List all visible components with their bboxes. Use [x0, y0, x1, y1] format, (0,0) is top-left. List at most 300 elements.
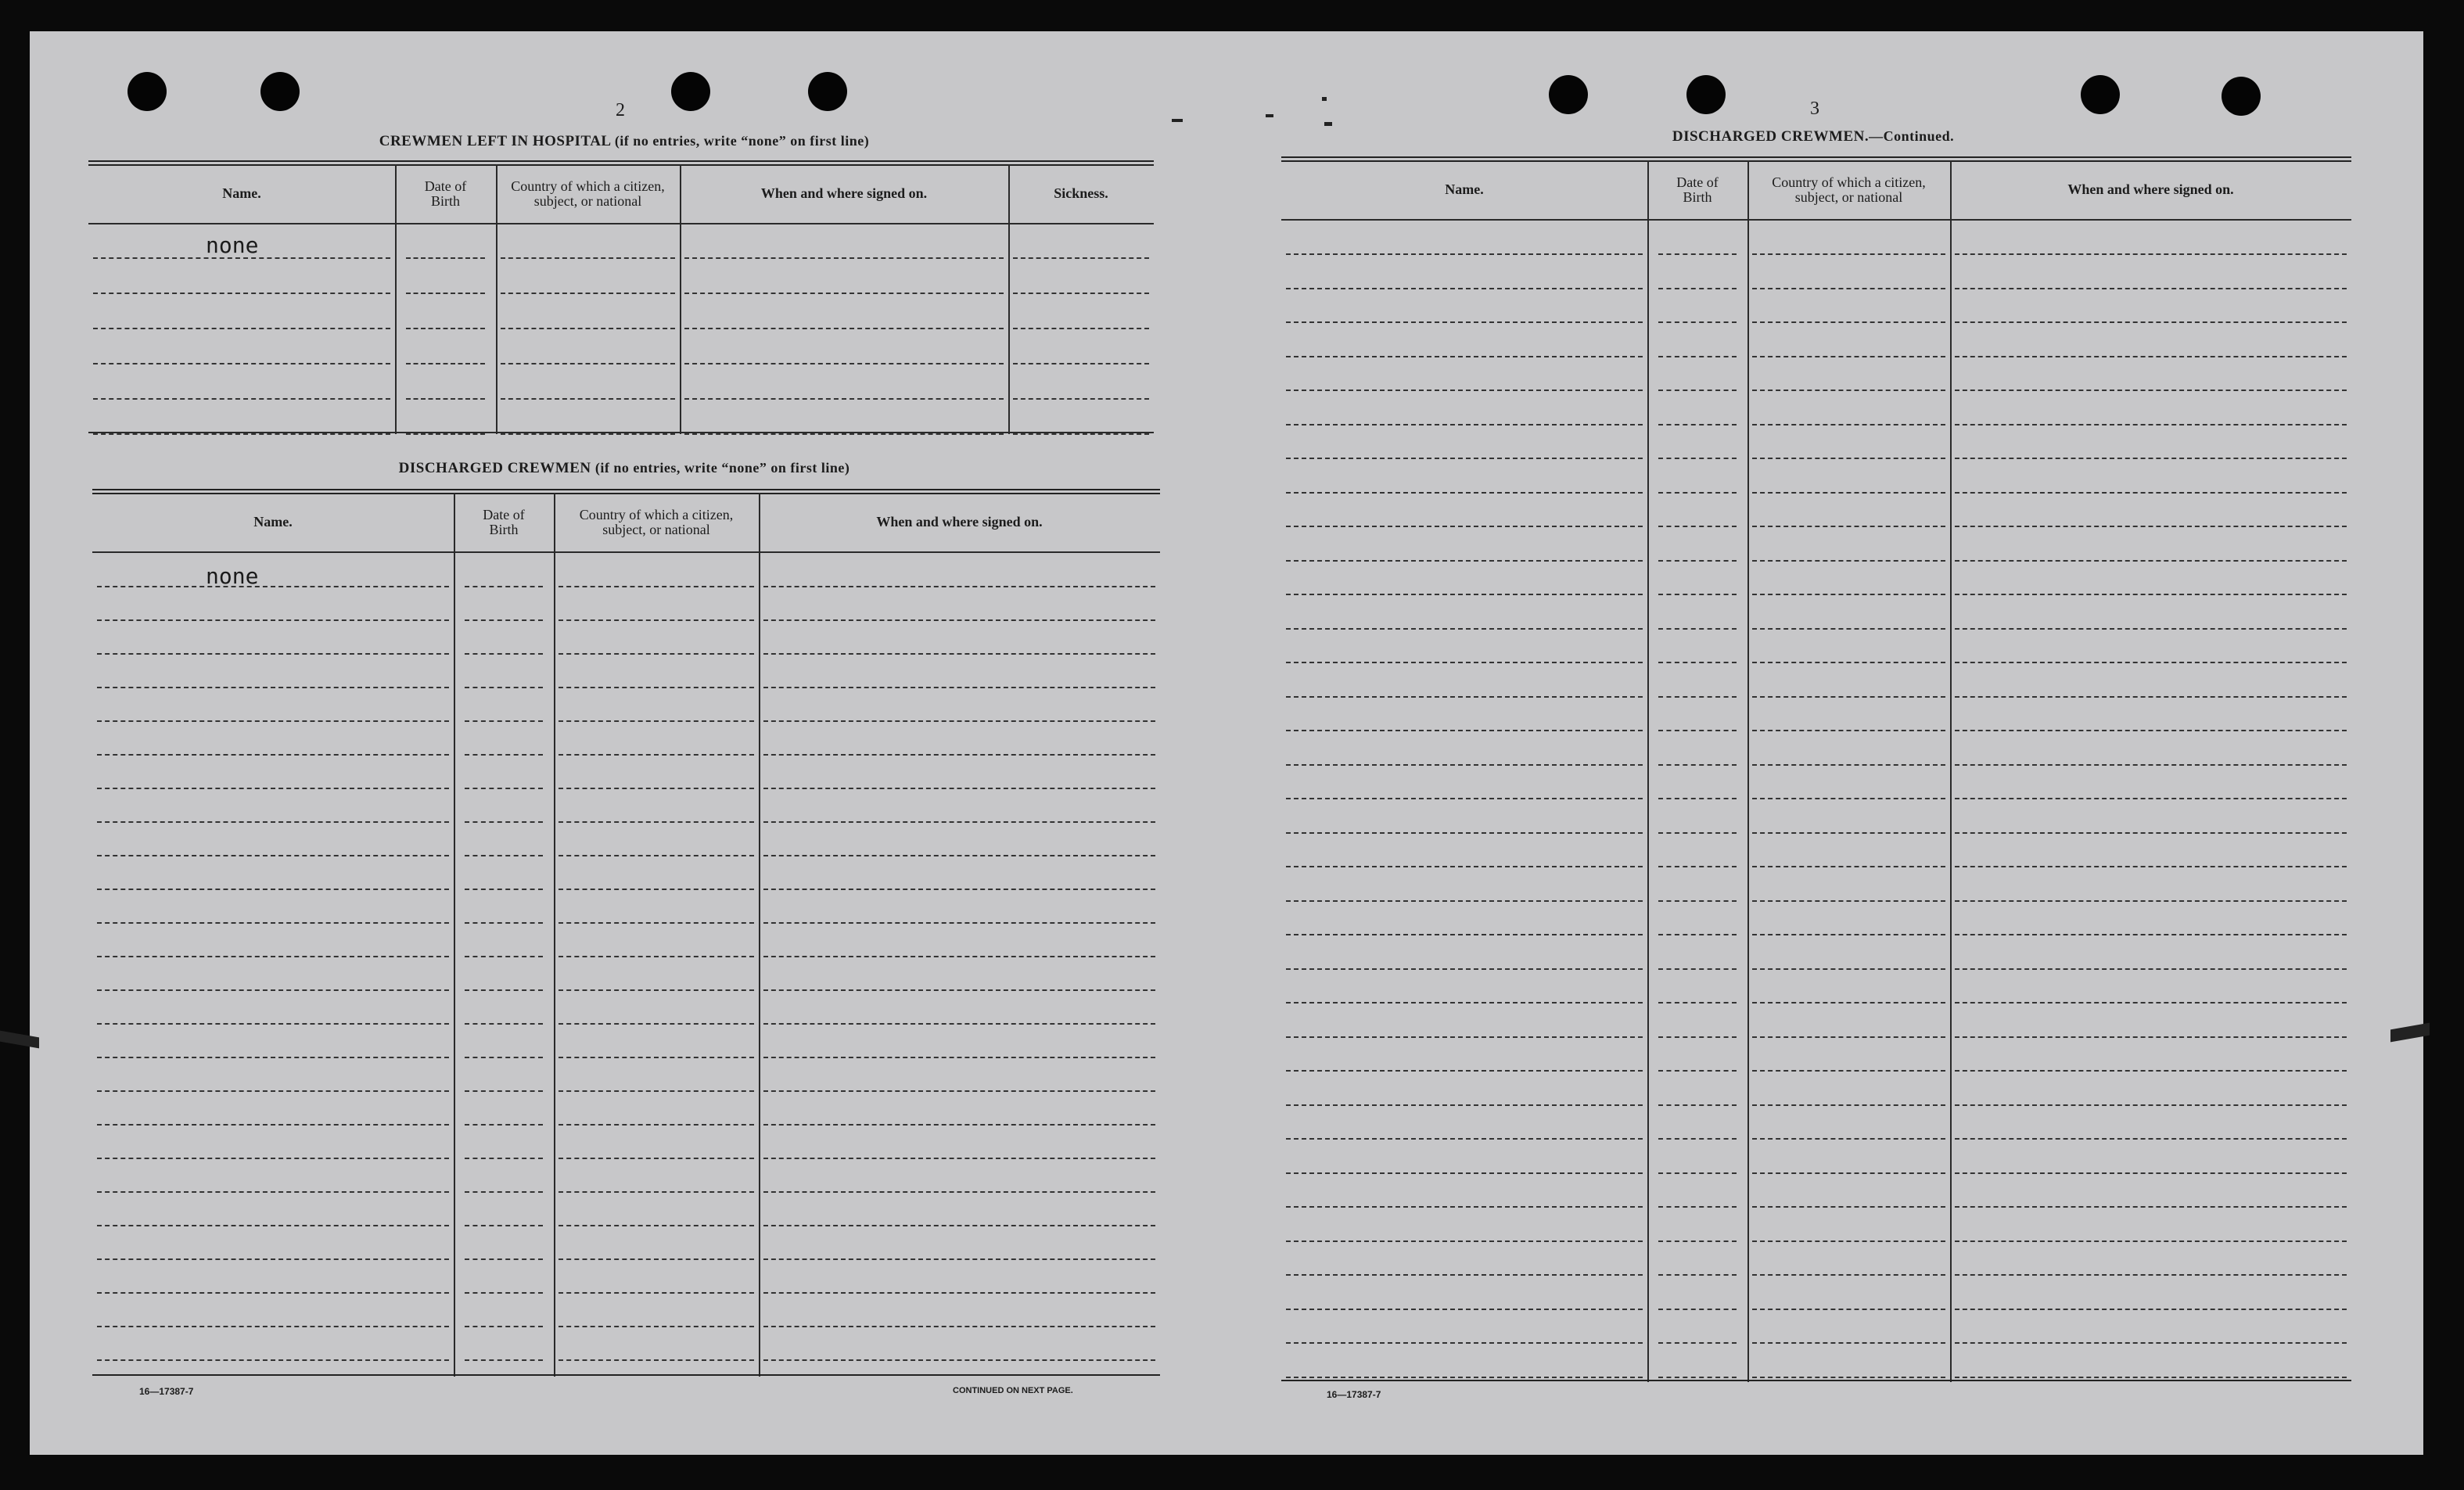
- ruled-line: [1752, 866, 1945, 867]
- ruled-line: [1286, 1070, 1643, 1072]
- ruled-line: [1658, 1172, 1737, 1174]
- ruled-line: [1658, 730, 1737, 731]
- ruled-line: [559, 1057, 754, 1058]
- ruled-line: [1658, 424, 1737, 425]
- col-header-name: Name.: [222, 185, 261, 202]
- ruled-line: [1286, 764, 1643, 766]
- ruled-line: [559, 1258, 754, 1260]
- ruled-line: [1955, 594, 2347, 595]
- ruled-line: [559, 1124, 754, 1126]
- ruled-line: [97, 956, 449, 957]
- ruled-line: [763, 889, 1155, 890]
- ruled-line: [1752, 288, 1945, 289]
- ruled-line: [1752, 1104, 1945, 1106]
- ruled-line: [97, 821, 449, 823]
- ruled-line: [97, 1090, 449, 1092]
- ruled-line: [1955, 458, 2347, 459]
- punch-hole: [1549, 75, 1588, 114]
- ruled-line: [1752, 594, 1945, 595]
- handwritten-entry: none: [206, 563, 259, 589]
- ruled-line: [763, 1158, 1155, 1159]
- ruled-line: [763, 1090, 1155, 1092]
- ruled-line: [1013, 433, 1149, 435]
- ruled-line: [1286, 458, 1643, 459]
- ruled-line: [1658, 628, 1737, 630]
- discharged-section-title: [399, 460, 850, 477]
- ruled-line: [465, 1191, 543, 1193]
- ruled-line: [1752, 730, 1945, 731]
- col-header-signed-on: When and where signed on.: [760, 185, 928, 202]
- ruled-line: [1752, 1240, 1945, 1242]
- ruled-line: [1658, 1309, 1737, 1310]
- ruled-line: [1658, 560, 1737, 562]
- ruled-line: [1955, 900, 2347, 902]
- col-header-country: Country of which a citizen, subject, or national: [579, 506, 734, 537]
- ruled-line: [763, 1359, 1155, 1361]
- col-header-country: Country of which a citizen, subject, or national: [1772, 174, 1926, 205]
- ruled-line: [763, 1258, 1155, 1260]
- ruled-line: [559, 1225, 754, 1226]
- ruled-line: [1955, 730, 2347, 731]
- ruled-line: [1752, 1377, 1945, 1378]
- ruled-line: [559, 653, 754, 655]
- punch-hole: [260, 72, 300, 111]
- ruled-line: [559, 889, 754, 890]
- ruled-line: [1955, 1172, 2347, 1174]
- ruled-line: [763, 1191, 1155, 1193]
- punch-hole: [808, 72, 847, 111]
- ruled-line: [1286, 934, 1643, 935]
- ruled-line: [93, 328, 390, 329]
- ruled-line: [406, 257, 485, 259]
- ruled-line: [465, 586, 543, 587]
- ruled-line: [1752, 1309, 1945, 1310]
- ruled-line: [465, 653, 543, 655]
- ruled-line: [97, 754, 449, 756]
- ruled-line: [93, 257, 390, 259]
- ruled-line: [1013, 363, 1149, 364]
- ruled-line: [406, 328, 485, 329]
- ruled-line: [1752, 696, 1945, 698]
- ruled-line: [1286, 560, 1643, 562]
- ruled-line: [465, 922, 543, 924]
- col-header-date-of-birth: Date of Birth: [483, 506, 525, 537]
- ruled-line: [1955, 1206, 2347, 1208]
- ink-speck: [1172, 119, 1183, 122]
- hospital-instruction: (if no entries, write “none” on first line): [614, 133, 870, 149]
- ruled-line: [1658, 458, 1737, 459]
- ruled-line: [1658, 798, 1737, 799]
- ruled-line: [97, 1191, 449, 1193]
- ruled-line: [1658, 662, 1737, 663]
- ruled-line: [559, 956, 754, 957]
- ruled-line: [1286, 1172, 1643, 1174]
- form-number: 16—17387-7: [1327, 1389, 1381, 1400]
- ruled-line: [97, 889, 449, 890]
- ruled-line: [1955, 1274, 2347, 1276]
- ruled-line: [465, 754, 543, 756]
- hospital-title-text: CREWMEN LEFT IN HOSPITAL: [379, 133, 611, 149]
- ruled-line: [1286, 1104, 1643, 1106]
- ruled-line: [1752, 1070, 1945, 1072]
- ruled-line: [763, 1225, 1155, 1226]
- ruled-line: [1013, 293, 1149, 294]
- ruled-line: [501, 398, 675, 400]
- ruled-line: [97, 788, 449, 789]
- ruled-line: [97, 1258, 449, 1260]
- ruled-line: [93, 293, 390, 294]
- ruled-line: [1752, 390, 1945, 391]
- ruled-line: [1955, 526, 2347, 527]
- ruled-line: [1955, 1104, 2347, 1106]
- ruled-line: [1658, 253, 1737, 255]
- ruled-line: [763, 821, 1155, 823]
- ruled-line: [465, 619, 543, 621]
- ruled-line: [559, 989, 754, 991]
- ruled-line: [406, 398, 485, 400]
- ruled-line: [763, 922, 1155, 924]
- ruled-line: [465, 1326, 543, 1327]
- ruled-line: [1752, 900, 1945, 902]
- ruled-line: [97, 586, 449, 587]
- ruled-line: [465, 720, 543, 722]
- ruled-line: [97, 687, 449, 688]
- ruled-line: [1658, 866, 1737, 867]
- ruled-line: [1286, 1342, 1643, 1344]
- ruled-line: [559, 1359, 754, 1361]
- ruled-line: [1658, 764, 1737, 766]
- ruled-line: [559, 1292, 754, 1294]
- ruled-line: [1658, 696, 1737, 698]
- edge-mark: [0, 1031, 39, 1049]
- discharged-title-text: DISCHARGED CREWMEN: [398, 460, 591, 476]
- ruled-line: [1955, 764, 2347, 766]
- ruled-line: [763, 1023, 1155, 1025]
- ruled-line: [1752, 798, 1945, 799]
- col-header-country: Country of which a citizen, subject, or national: [511, 178, 665, 209]
- punch-hole: [128, 72, 167, 111]
- ruled-line: [1955, 560, 2347, 562]
- ruled-line: [1286, 526, 1643, 527]
- ruled-line: [1955, 253, 2347, 255]
- ruled-line: [465, 989, 543, 991]
- ruled-line: [763, 687, 1155, 688]
- ruled-line: [406, 433, 485, 435]
- ruled-line: [97, 989, 449, 991]
- page-number: 3: [1810, 99, 1819, 119]
- ruled-line: [406, 293, 485, 294]
- ruled-line: [684, 363, 1004, 364]
- ruled-line: [1955, 321, 2347, 323]
- ruled-line: [559, 687, 754, 688]
- ruled-line: [465, 1090, 543, 1092]
- ruled-line: [1286, 492, 1643, 494]
- punch-hole: [2081, 75, 2120, 114]
- ruled-line: [93, 433, 390, 435]
- ruled-line: [1286, 356, 1643, 357]
- ruled-line: [559, 788, 754, 789]
- ruled-line: [1286, 1240, 1643, 1242]
- ruled-line: [97, 1023, 449, 1025]
- ruled-line: [1658, 1070, 1737, 1072]
- ruled-line: [1286, 662, 1643, 663]
- ruled-line: [684, 328, 1004, 329]
- ruled-line: [465, 1225, 543, 1226]
- ruled-line: [684, 398, 1004, 400]
- discharged-continued-title: [1672, 128, 1954, 145]
- ruled-line: [501, 363, 675, 364]
- col-header-name: Name.: [253, 514, 293, 530]
- ruled-line: [1752, 1138, 1945, 1140]
- page-number: 2: [616, 100, 625, 120]
- ruled-line: [1955, 1377, 2347, 1378]
- ruled-line: [97, 1359, 449, 1361]
- ruled-line: [559, 1090, 754, 1092]
- discharged-table-right: [1281, 156, 2351, 1386]
- ruled-line: [1286, 628, 1643, 630]
- ruled-line: [684, 433, 1004, 435]
- discharged-table-left: [92, 489, 1160, 1380]
- col-header-signed-on: When and where signed on.: [2067, 181, 2234, 198]
- edge-mark: [2390, 1023, 2430, 1043]
- ruled-line: [1752, 968, 1945, 970]
- ruled-line: [97, 922, 449, 924]
- ruled-line: [1955, 832, 2347, 834]
- ruled-line: [1752, 628, 1945, 630]
- ruled-line: [1286, 798, 1643, 799]
- ruled-line: [1658, 1104, 1737, 1106]
- ruled-line: [1752, 321, 1945, 323]
- ruled-line: [1658, 1206, 1737, 1208]
- ruled-line: [559, 619, 754, 621]
- ruled-line: [1955, 662, 2347, 663]
- ruled-line: [1752, 1036, 1945, 1038]
- ruled-line: [1658, 900, 1737, 902]
- ruled-line: [1013, 398, 1149, 400]
- ruled-line: [1658, 594, 1737, 595]
- discharged-instruction: (if no entries, write “none” on first line): [594, 460, 850, 476]
- ruled-line: [1955, 866, 2347, 867]
- ruled-line: [465, 788, 543, 789]
- ruled-line: [1286, 1309, 1643, 1310]
- ruled-line: [93, 398, 390, 400]
- ruled-line: [1752, 1172, 1945, 1174]
- ruled-line: [1955, 628, 2347, 630]
- ruled-line: [1286, 730, 1643, 731]
- ruled-line: [1752, 832, 1945, 834]
- ruled-line: [763, 720, 1155, 722]
- ruled-line: [465, 687, 543, 688]
- ruled-line: [1752, 662, 1945, 663]
- ruled-line: [1286, 832, 1643, 834]
- continued-suffix: —Continued.: [1869, 128, 1955, 144]
- hospital-section-title: [379, 133, 870, 150]
- ruled-line: [1286, 1138, 1643, 1140]
- continued-note: CONTINUED ON NEXT PAGE.: [953, 1386, 1073, 1395]
- ruled-line: [1752, 764, 1945, 766]
- ruled-line: [1658, 356, 1737, 357]
- ruled-line: [1658, 1240, 1737, 1242]
- hospital-table: [88, 160, 1154, 436]
- ruled-line: [559, 855, 754, 856]
- ruled-line: [1286, 1036, 1643, 1038]
- ruled-line: [559, 821, 754, 823]
- ruled-line: [1955, 1138, 2347, 1140]
- ruled-line: [97, 1158, 449, 1159]
- ruled-line: [1752, 526, 1945, 527]
- ruled-line: [763, 586, 1155, 587]
- ruled-line: [1658, 1377, 1737, 1378]
- ruled-line: [97, 1292, 449, 1294]
- ruled-line: [1658, 1138, 1737, 1140]
- ruled-line: [763, 1292, 1155, 1294]
- ruled-line: [1955, 492, 2347, 494]
- ruled-line: [97, 619, 449, 621]
- ruled-line: [465, 956, 543, 957]
- ruled-line: [97, 855, 449, 856]
- ruled-line: [465, 1124, 543, 1126]
- ruled-line: [1752, 253, 1945, 255]
- ruled-line: [465, 855, 543, 856]
- ruled-line: [501, 328, 675, 329]
- ruled-line: [1955, 934, 2347, 935]
- ruled-line: [1955, 968, 2347, 970]
- punch-hole: [2222, 77, 2261, 116]
- ruled-line: [1658, 288, 1737, 289]
- ruled-line: [1286, 424, 1643, 425]
- ruled-line: [763, 1124, 1155, 1126]
- ruled-line: [763, 788, 1155, 789]
- ruled-line: [1658, 832, 1737, 834]
- ruled-line: [465, 1158, 543, 1159]
- ruled-line: [559, 1191, 754, 1193]
- ruled-line: [1658, 390, 1737, 391]
- ruled-line: [1286, 253, 1643, 255]
- col-header-signed-on: When and where signed on.: [876, 514, 1043, 530]
- ink-speck: [1266, 114, 1273, 117]
- ruled-line: [1286, 321, 1643, 323]
- ruled-line: [501, 257, 675, 259]
- ruled-line: [1752, 424, 1945, 425]
- ruled-line: [97, 1057, 449, 1058]
- ruled-line: [501, 293, 675, 294]
- ruled-line: [559, 754, 754, 756]
- ruled-line: [763, 754, 1155, 756]
- ruled-line: [1286, 696, 1643, 698]
- ruled-line: [684, 293, 1004, 294]
- ruled-line: [763, 1057, 1155, 1058]
- ruled-line: [1955, 424, 2347, 425]
- scanned-form-sheet: [30, 31, 2423, 1455]
- ruled-line: [1286, 288, 1643, 289]
- handwritten-entry: none: [206, 232, 259, 258]
- ruled-line: [1955, 1342, 2347, 1344]
- ruled-line: [559, 1158, 754, 1159]
- ruled-line: [1658, 1036, 1737, 1038]
- ink-speck: [1322, 97, 1327, 101]
- ruled-line: [1752, 356, 1945, 357]
- ruled-line: [465, 889, 543, 890]
- ruled-line: [1955, 1240, 2347, 1242]
- ruled-line: [1013, 328, 1149, 329]
- ruled-line: [763, 956, 1155, 957]
- ruled-line: [1752, 1342, 1945, 1344]
- ruled-line: [97, 1124, 449, 1126]
- ruled-line: [1658, 1002, 1737, 1004]
- ruled-line: [559, 1023, 754, 1025]
- ruled-line: [97, 1326, 449, 1327]
- ruled-line: [465, 1258, 543, 1260]
- ruled-line: [1955, 696, 2347, 698]
- ruled-line: [1955, 1002, 2347, 1004]
- continued-title-text: DISCHARGED CREWMEN.: [1672, 128, 1870, 145]
- ruled-line: [763, 1326, 1155, 1327]
- ruled-line: [1658, 1342, 1737, 1344]
- ruled-line: [1658, 492, 1737, 494]
- ruled-line: [465, 821, 543, 823]
- ruled-line: [1752, 934, 1945, 935]
- ruled-line: [1658, 526, 1737, 527]
- ruled-line: [763, 855, 1155, 856]
- ruled-line: [1955, 1309, 2347, 1310]
- ruled-line: [1955, 390, 2347, 391]
- punch-hole: [1686, 75, 1726, 114]
- ruled-line: [97, 720, 449, 722]
- ruled-line: [1752, 1274, 1945, 1276]
- ruled-line: [1286, 594, 1643, 595]
- col-header-name: Name.: [1445, 181, 1484, 198]
- ruled-line: [465, 1023, 543, 1025]
- col-header-date-of-birth: Date of Birth: [424, 178, 467, 209]
- ruled-line: [501, 433, 675, 435]
- ruled-line: [763, 619, 1155, 621]
- ruled-line: [1752, 458, 1945, 459]
- ruled-line: [465, 1057, 543, 1058]
- ruled-line: [1955, 356, 2347, 357]
- ruled-line: [1013, 257, 1149, 259]
- ruled-line: [1658, 968, 1737, 970]
- ruled-line: [465, 1359, 543, 1361]
- ruled-line: [1286, 900, 1643, 902]
- ruled-line: [1286, 1274, 1643, 1276]
- ruled-line: [93, 363, 390, 364]
- ruled-line: [97, 653, 449, 655]
- ruled-line: [559, 586, 754, 587]
- ruled-line: [1955, 288, 2347, 289]
- ruled-line: [763, 989, 1155, 991]
- punch-hole: [671, 72, 710, 111]
- ruled-line: [559, 1326, 754, 1327]
- ink-speck: [1324, 122, 1332, 126]
- ruled-line: [559, 720, 754, 722]
- ruled-line: [1286, 390, 1643, 391]
- ruled-line: [406, 363, 485, 364]
- ruled-line: [763, 653, 1155, 655]
- col-header-sickness: Sickness.: [1054, 185, 1108, 202]
- ruled-line: [1286, 1002, 1643, 1004]
- ruled-line: [1955, 1036, 2347, 1038]
- ruled-line: [684, 257, 1004, 259]
- ruled-line: [1752, 492, 1945, 494]
- ruled-line: [1955, 1070, 2347, 1072]
- ruled-line: [1286, 1206, 1643, 1208]
- ruled-line: [559, 922, 754, 924]
- ruled-line: [465, 1292, 543, 1294]
- ruled-line: [1955, 798, 2347, 799]
- ruled-line: [1286, 1377, 1643, 1378]
- col-header-date-of-birth: Date of Birth: [1676, 174, 1719, 205]
- ruled-line: [1286, 968, 1643, 970]
